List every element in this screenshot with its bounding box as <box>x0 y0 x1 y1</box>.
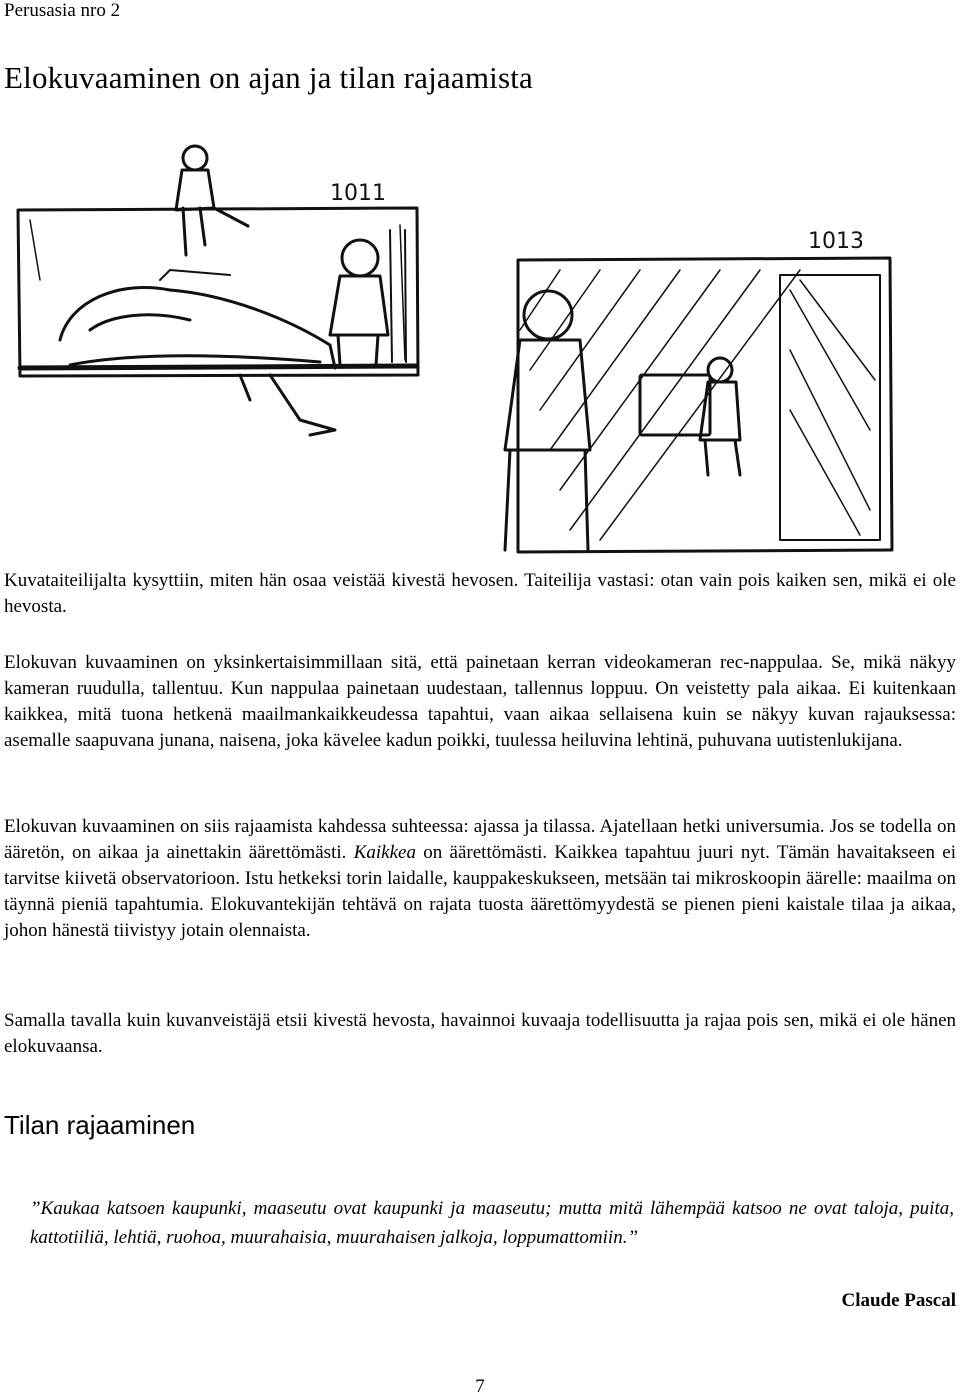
right-storyboard-panel <box>505 258 892 552</box>
left-panel-number: 1011 <box>330 181 386 206</box>
right-panel-number: 1013 <box>808 229 864 254</box>
quote: ”Kaukaa katsoen kaupunki, maaseutu ovat kaupunki ja maaseutu; mutta mitä lähempää katsoo ne ovat taloja, puita, kattotiiliä, lehtiä, ruohoa, muurahaisia, muurahaisen jalkoja, loppumattomiin.” <box>30 1198 954 1248</box>
paragraph-framing-part2: on äärettömästi. Kaikkea tapahtuu juuri nyt. Tämän havaitakseen ei tarvitse kiivetä observatorioon. Istu hetkeksi torin laidalle, kauppakeskukseen, metsään tai mikroskoopin äärelle: maailma on täynnä pieniä tapahtumia. Elokuvantekijän tehtävä on rajata tuosta äärettömyydestä se pienen pieni kaistale tilaa ja aikaa, johon hänestä tiivistyy jotain olennaista. <box>4 842 957 941</box>
paragraph-sculptor: Samalla tavalla kuin kuvanveistäjä etsii kivestä hevosta, havainnoi kuvaaja todellisuutta ja rajaa pois sen, mikä ei ole hänen elokuvaansa. <box>4 1010 956 1057</box>
paragraph-framing <box>4 814 956 944</box>
emphasis-kaikkea: Kaikkea <box>353 842 416 863</box>
paragraph-recording: Elokuvan kuvaaminen on yksinkertaisimmillaan sitä, että painetaan kerran videokameran rec-nappulaa. Se, mikä näkyy kameran ruudulla, tallentuu. Kun nappulaa painetaan uudestaan, tallennus loppuu. On veistetty pala aikaa. Ei kuitenkaan kaikkea, mitä tuona hetkenä maailmankaikkeudessa tapahtui, vaan aikaa sellaisena kuin se näkyy kuvan rajauksessa: asemalle saapuvana junana, naisena, joka kävelee kadun poikki, tuulessa heiluvina lehtinä, puhuvana uutistenlukijana. <box>4 652 956 751</box>
page-number: 7 <box>475 1376 485 1397</box>
running-header: Perusasia nro 2 <box>4 0 121 21</box>
quote-author: Claude Pascal <box>841 1290 956 1311</box>
section-heading: Tilan rajaaminen <box>4 1110 196 1140</box>
storyboard-sketch <box>0 130 960 560</box>
paragraph-intro: Kuvataiteilijalta kysyttiin, miten hän osaa veistää kivestä hevosen. Taiteilija vastasi: otan vain pois kaiken sen, mikä ei ole hevosta. <box>4 570 956 617</box>
page-title: Elokuvaaminen on ajan ja tilan rajaamista <box>4 60 533 95</box>
paragraph-framing-part1: Elokuvan kuvaaminen on siis rajaamista kahdessa suhteessa: ajassa ja tilassa. Ajatellaan hetki universumia. Jos se todella on ääretön, on aikaa ja ainettakin äärettömästi. <box>4 816 956 863</box>
